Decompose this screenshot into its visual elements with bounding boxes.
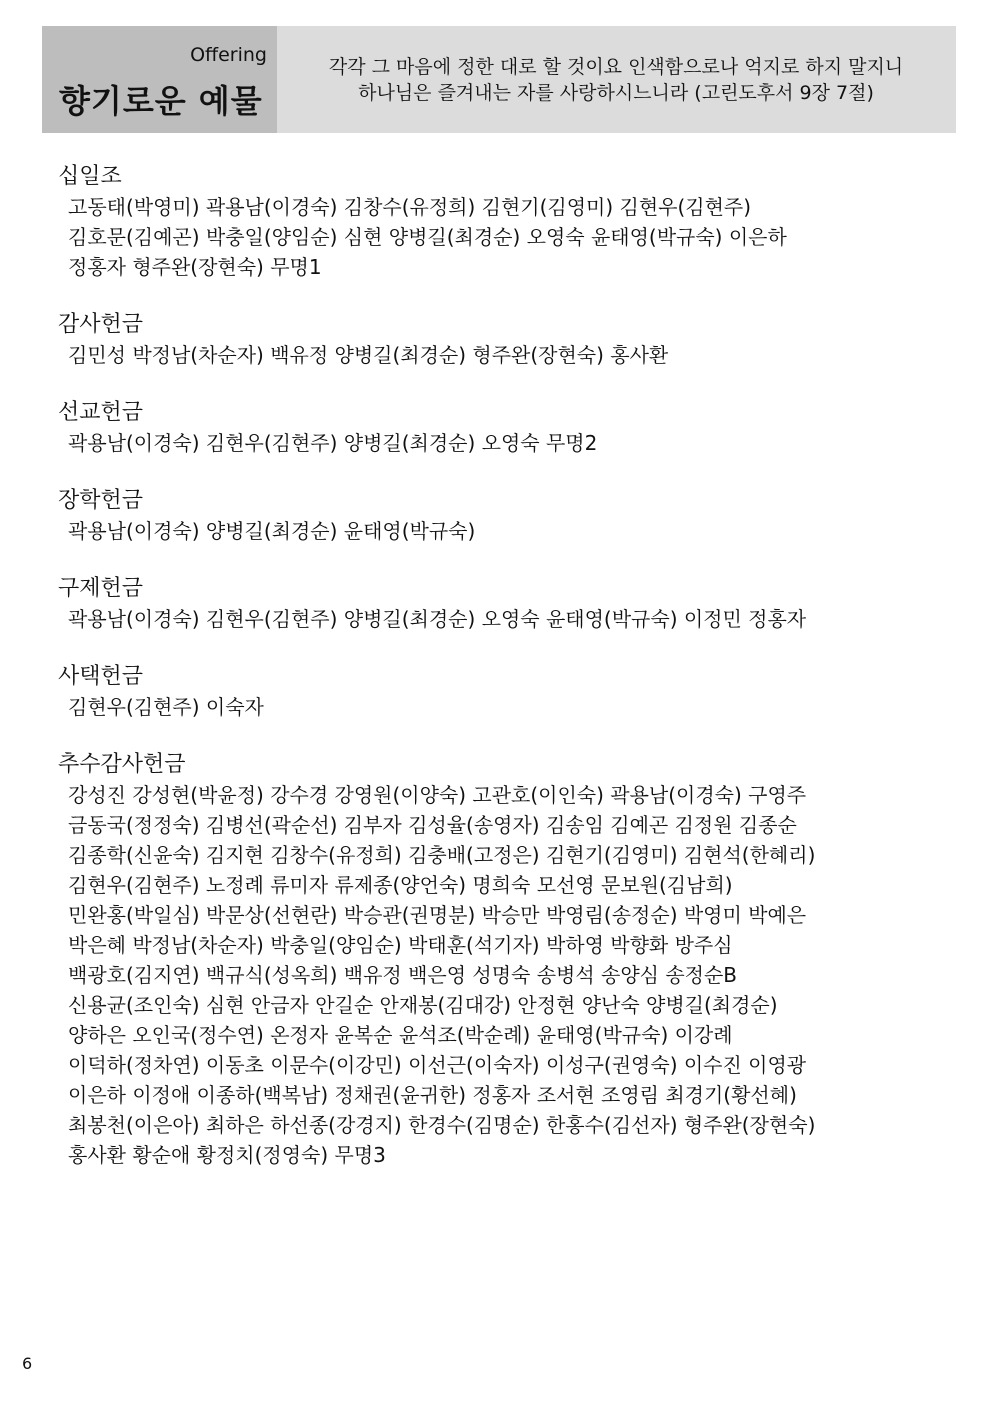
offering-header	[42, 26, 956, 133]
names-line: 이은하 이정애 이종하(백복남) 정채권(윤귀한) 정홍자 조서현 조영림 최경기(황선혜)	[68, 1083, 797, 1107]
section-names	[58, 516, 938, 546]
names-line: 고동태(박영미) 곽용남(이경숙) 김창수(유정희) 김현기(김영미) 김현우(김현주)	[68, 195, 752, 219]
names-line: 양하은 오인국(정수연) 온정자 윤복순 윤석조(박순례) 윤태영(박규숙) 이강례	[68, 1023, 733, 1047]
names-line: 김민성 박정남(차순자) 백유정 양병길(최경순) 형주완(장현숙) 홍사환	[68, 343, 669, 367]
names-line: 강성진 강성현(박윤정) 강수경 강영원(이양숙) 고관호(이인숙) 곽용남(이경숙) 구영주	[68, 783, 807, 807]
names-line: 김현우(김현주) 이숙자	[68, 695, 264, 719]
section-scholarship-offering	[58, 486, 938, 546]
verse-line: 하나님은 즐겨내는 자를 사랑하시느니라 (고린도후서 9장 7절)	[358, 82, 874, 104]
section-title: 장학헌금	[58, 488, 144, 513]
names-line: 김현우(김현주) 노정례 류미자 류제종(양언숙) 명희숙 모선영 문보원(김남희)	[68, 873, 733, 897]
section-names	[58, 692, 938, 722]
section-thanksgiving-offering	[58, 310, 938, 370]
section-title: 사택헌금	[58, 664, 144, 689]
section-names	[58, 780, 938, 1170]
bible-verse	[288, 54, 944, 106]
section-title: 십일조	[58, 164, 122, 189]
header-title-box	[42, 26, 277, 133]
names-line: 홍사환 황순애 황정치(정영숙) 무명3	[68, 1143, 386, 1167]
names-line: 민완홍(박일심) 박문상(선현란) 박승관(권명분) 박승만 박영림(송정순) 박영미 박예은	[68, 903, 807, 927]
section-title: 구제헌금	[58, 576, 144, 601]
names-line: 이덕하(정차연) 이동초 이문수(이강민) 이선근(이숙자) 이성구(권영숙) 이수진 이영광	[68, 1053, 807, 1077]
names-line: 곽용남(이경숙) 김현우(김현주) 양병길(최경순) 오영숙 무명2	[68, 431, 598, 455]
section-relief-offering	[58, 574, 938, 634]
verse-line: 각각 그 마음에 정한 대로 할 것이요 인색함으로나 억지로 하지 말지니	[328, 56, 904, 78]
section-names	[58, 604, 938, 634]
names-line: 박은혜 박정남(차순자) 박충일(양임순) 박태훈(석기자) 박하영 박향화 방주심	[68, 933, 733, 957]
header-title-ko: 향기로운 예물	[59, 82, 263, 120]
section-parsonage-offering	[58, 662, 938, 722]
section-names	[58, 192, 938, 282]
section-title: 감사헌금	[58, 312, 144, 337]
names-line: 금동국(정정숙) 김병선(곽순선) 김부자 김성율(송영자) 김송임 김예곤 김정원 김종순	[68, 813, 797, 837]
page-number: 6	[22, 1354, 33, 1373]
names-line: 정홍자 형주완(장현숙) 무명1	[68, 255, 322, 279]
header-title-en: Offering	[190, 44, 267, 66]
names-line: 최봉천(이은아) 최하은 하선종(강경지) 한경수(김명순) 한홍수(김선자) 형주완(장현숙)	[68, 1113, 816, 1137]
names-line: 백광호(김지연) 백규식(성옥희) 백유정 백은영 성명숙 송병석 송양심 송정순B	[68, 963, 738, 987]
names-line: 곽용남(이경숙) 김현우(김현주) 양병길(최경순) 오영숙 윤태영(박규숙) 이정민 정홍자	[68, 607, 807, 631]
offering-list	[58, 162, 938, 1198]
names-line: 김호문(김예곤) 박충일(양임순) 심현 양병길(최경순) 오영숙 윤태영(박규숙) 이은하	[68, 225, 787, 249]
names-line: 신용균(조인숙) 심현 안금자 안길순 안재봉(김대강) 안정현 양난숙 양병길(최경순)	[68, 993, 778, 1017]
section-title: 선교헌금	[58, 400, 144, 425]
section-mission-offering	[58, 398, 938, 458]
section-tithe	[58, 162, 938, 282]
section-title: 추수감사헌금	[58, 752, 186, 777]
names-line: 김종학(신윤숙) 김지현 김창수(유정희) 김충배(고정은) 김현기(김영미) 김현석(한혜리)	[68, 843, 816, 867]
section-names	[58, 340, 938, 370]
section-harvest-thanksgiving-offering	[58, 750, 938, 1170]
names-line: 곽용남(이경숙) 양병길(최경순) 윤태영(박규숙)	[68, 519, 476, 543]
section-names	[58, 428, 938, 458]
